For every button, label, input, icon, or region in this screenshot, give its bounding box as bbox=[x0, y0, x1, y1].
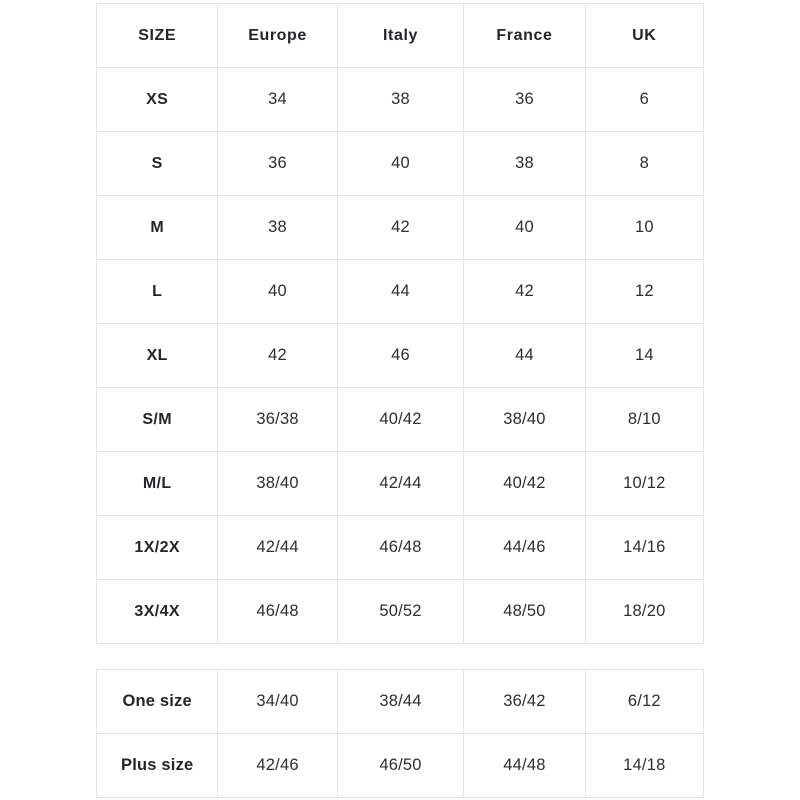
cell-france: 36/42 bbox=[464, 670, 585, 734]
table-row bbox=[97, 670, 704, 734]
cell-france: 36 bbox=[464, 68, 585, 132]
main-size-table-container bbox=[96, 3, 704, 644]
cell-size: M bbox=[97, 196, 218, 260]
cell-france: 40 bbox=[464, 196, 585, 260]
cell-italy: 50/52 bbox=[337, 580, 464, 644]
cell-france: 38 bbox=[464, 132, 585, 196]
cell-size: XL bbox=[97, 324, 218, 388]
cell-europe: 42 bbox=[218, 324, 337, 388]
cell-italy: 46/48 bbox=[337, 516, 464, 580]
cell-italy: 40/42 bbox=[337, 388, 464, 452]
table-body bbox=[97, 670, 704, 798]
table-row bbox=[97, 132, 704, 196]
cell-italy: 40 bbox=[337, 132, 464, 196]
cell-uk: 10/12 bbox=[585, 452, 703, 516]
cell-italy: 38 bbox=[337, 68, 464, 132]
cell-europe: 34 bbox=[218, 68, 337, 132]
column-header-size: SIZE bbox=[97, 4, 218, 68]
table-row bbox=[97, 580, 704, 644]
cell-europe: 46/48 bbox=[218, 580, 337, 644]
cell-size: Plus size bbox=[97, 734, 218, 798]
cell-uk: 10 bbox=[585, 196, 703, 260]
cell-europe: 38 bbox=[218, 196, 337, 260]
cell-france: 40/42 bbox=[464, 452, 585, 516]
cell-uk: 8 bbox=[585, 132, 703, 196]
cell-france: 42 bbox=[464, 260, 585, 324]
cell-france: 44 bbox=[464, 324, 585, 388]
cell-europe: 36/38 bbox=[218, 388, 337, 452]
table-row bbox=[97, 516, 704, 580]
cell-europe: 42/44 bbox=[218, 516, 337, 580]
cell-size: S bbox=[97, 132, 218, 196]
cell-europe: 34/40 bbox=[218, 670, 337, 734]
column-header-france: France bbox=[464, 4, 585, 68]
cell-france: 44/48 bbox=[464, 734, 585, 798]
table-header-row bbox=[97, 4, 704, 68]
cell-uk: 12 bbox=[585, 260, 703, 324]
cell-italy: 42 bbox=[337, 196, 464, 260]
table-row bbox=[97, 196, 704, 260]
cell-italy: 38/44 bbox=[337, 670, 464, 734]
cell-france: 48/50 bbox=[464, 580, 585, 644]
cell-size: XS bbox=[97, 68, 218, 132]
cell-size: 3X/4X bbox=[97, 580, 218, 644]
column-header-europe: Europe bbox=[218, 4, 337, 68]
cell-italy: 44 bbox=[337, 260, 464, 324]
cell-uk: 18/20 bbox=[585, 580, 703, 644]
cell-size: M/L bbox=[97, 452, 218, 516]
cell-france: 44/46 bbox=[464, 516, 585, 580]
table-header bbox=[97, 4, 704, 68]
cell-uk: 8/10 bbox=[585, 388, 703, 452]
cell-france: 38/40 bbox=[464, 388, 585, 452]
cell-europe: 42/46 bbox=[218, 734, 337, 798]
cell-italy: 46 bbox=[337, 324, 464, 388]
cell-uk: 6 bbox=[585, 68, 703, 132]
table-row bbox=[97, 388, 704, 452]
cell-uk: 6/12 bbox=[585, 670, 703, 734]
cell-italy: 46/50 bbox=[337, 734, 464, 798]
secondary-size-table-container bbox=[96, 669, 704, 798]
cell-uk: 14/16 bbox=[585, 516, 703, 580]
secondary-size-table bbox=[96, 669, 704, 798]
column-header-italy: Italy bbox=[337, 4, 464, 68]
cell-europe: 40 bbox=[218, 260, 337, 324]
table-row bbox=[97, 68, 704, 132]
table-body bbox=[97, 68, 704, 644]
cell-size: L bbox=[97, 260, 218, 324]
table-row bbox=[97, 260, 704, 324]
cell-size: 1X/2X bbox=[97, 516, 218, 580]
main-size-table bbox=[96, 3, 704, 644]
cell-size: One size bbox=[97, 670, 218, 734]
column-header-uk: UK bbox=[585, 4, 703, 68]
cell-italy: 42/44 bbox=[337, 452, 464, 516]
table-row bbox=[97, 324, 704, 388]
table-row bbox=[97, 452, 704, 516]
table-row bbox=[97, 734, 704, 798]
cell-size: S/M bbox=[97, 388, 218, 452]
cell-europe: 38/40 bbox=[218, 452, 337, 516]
cell-europe: 36 bbox=[218, 132, 337, 196]
cell-uk: 14/18 bbox=[585, 734, 703, 798]
cell-uk: 14 bbox=[585, 324, 703, 388]
